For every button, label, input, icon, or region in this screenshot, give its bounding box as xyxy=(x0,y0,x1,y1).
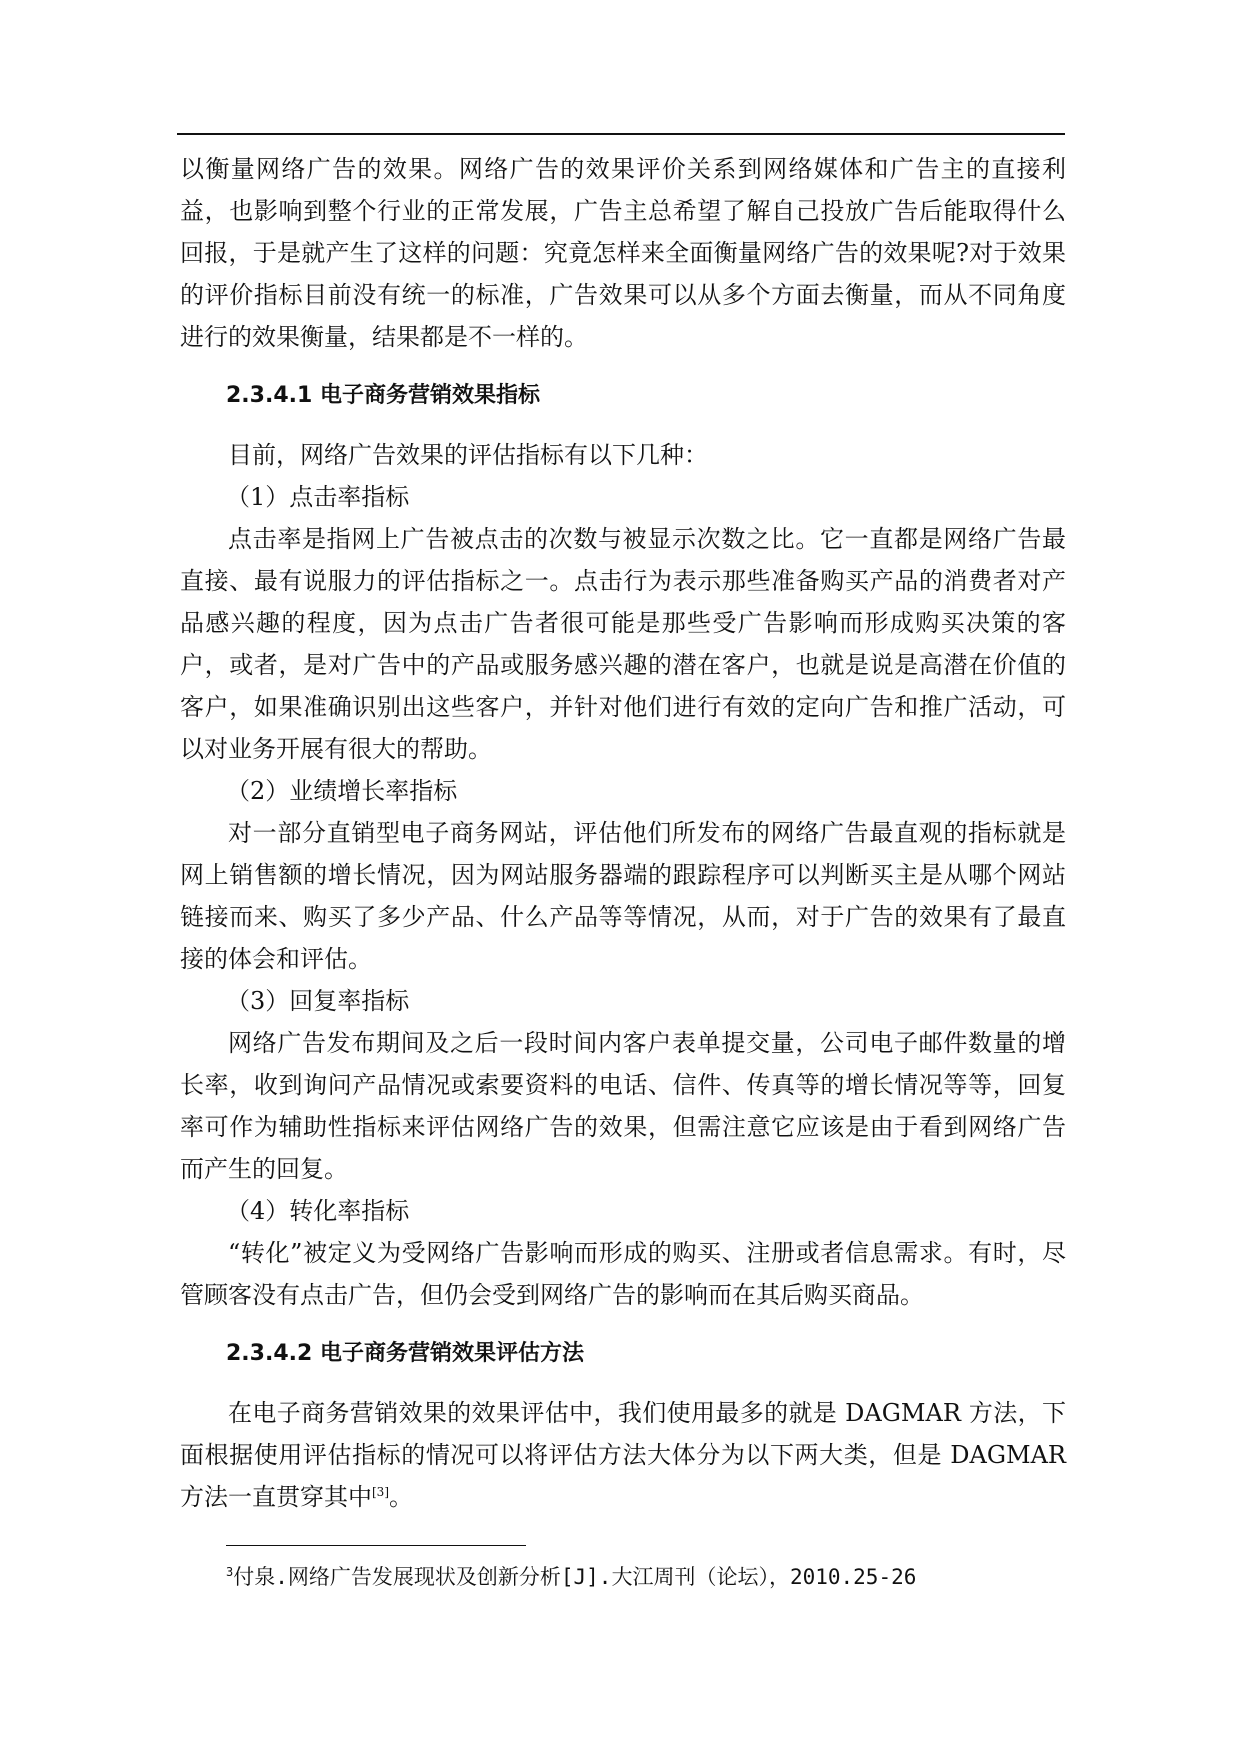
item-title-response-rate: （3）回复率指标 xyxy=(226,987,410,1015)
item-title-growth-rate: （2）业绩增长率指标 xyxy=(226,777,458,805)
citation-ref-3[interactable]: [3] xyxy=(372,1485,389,1499)
section-heading-2-3-4-1: 2.3.4.1 电子商务营销效果指标 xyxy=(226,383,540,408)
item-body-click-rate: 点击率是指网上广告被点击的次数与被显示次数之比。它一直都是网络广告最直接、最有说服力的评估指标之一。点击行为表示那些准备购买产品的消费者对产品感兴趣的程度，因为点击广告者很可能是那些受广告影响而形成购买决策的客户，或者，是对广告中的产品或服务感兴趣的潜在客户，也就是说是高潜在价值的客户，如果准确识别出这些客户，并针对他们进行有效的定向广告和推广活动，可以对业务开展有很大的帮助。 xyxy=(180,525,1066,763)
section2-paragraph xyxy=(180,1392,1066,1518)
item-body-growth-rate: 对一部分直销型电子商务网站，评估他们所发布的网络广告最直观的指标就是网上销售额的增长情况，因为网站服务器端的跟踪程序可以判断买主是从哪个网站链接而来、购买了多少产品、什么产品等等情况，从而，对于广告的效果有了最直接的体会和评估。 xyxy=(180,819,1066,973)
intro-paragraph: 以衡量网络广告的效果。网络广告的效果评价关系到网络媒体和广告主的直接利益，也影响到整个行业的正常发展，广告主总希望了解自己投放广告后能取得什么回报，于是就产生了这样的问题：究竟怎样来全面衡量网络广告的效果呢?对于效果的评价指标目前没有统一的标准，广告效果可以从多个方面去衡量，而从不同角度进行的效果衡量，结果都是不一样的。 xyxy=(180,155,1066,351)
section2-body-end: 。 xyxy=(389,1483,413,1511)
footnote-text: 付泉.网络广告发展现状及创新分析[J].大江周刊（论坛），2010.25-26 xyxy=(233,1565,917,1589)
item-body-conversion-rate: “转化”被定义为受网络广告影响而形成的购买、注册或者信息需求。有时，尽管顾客没有点击广告，但仍会受到网络广告的影响而在其后购买商品。 xyxy=(180,1239,1066,1309)
footnote-number: 3 xyxy=(226,1565,234,1579)
item-title-click-rate: （1）点击率指标 xyxy=(226,483,410,511)
page-body xyxy=(180,148,1066,1518)
item-title-conversion-rate: （4）转化率指标 xyxy=(226,1197,410,1225)
section1-intro: 目前，网络广告效果的评估指标有以下几种： xyxy=(228,441,708,469)
footnote xyxy=(226,1562,1066,1592)
item-body-response-rate: 网络广告发布期间及之后一段时间内客户表单提交量，公司电子邮件数量的增长率，收到询问产品情况或索要资料的电话、信件、传真等的增长情况等等，回复率可作为辅助性指标来评估网络广告的效果，但需注意它应该是由于看到网络广告而产生的回复。 xyxy=(180,1029,1066,1183)
section2-body-text: 在电子商务营销效果的效果评估中，我们使用最多的就是 DAGMAR 方法，下面根据使用评估指标的情况可以将评估方法大体分为以下两大类，但是 DAGMAR 方法一直贯穿其中 xyxy=(180,1399,1066,1511)
section-heading-2-3-4-2: 2.3.4.2 电子商务营销效果评估方法 xyxy=(226,1341,584,1366)
footnote-separator xyxy=(226,1545,526,1546)
header-rule xyxy=(177,133,1065,135)
